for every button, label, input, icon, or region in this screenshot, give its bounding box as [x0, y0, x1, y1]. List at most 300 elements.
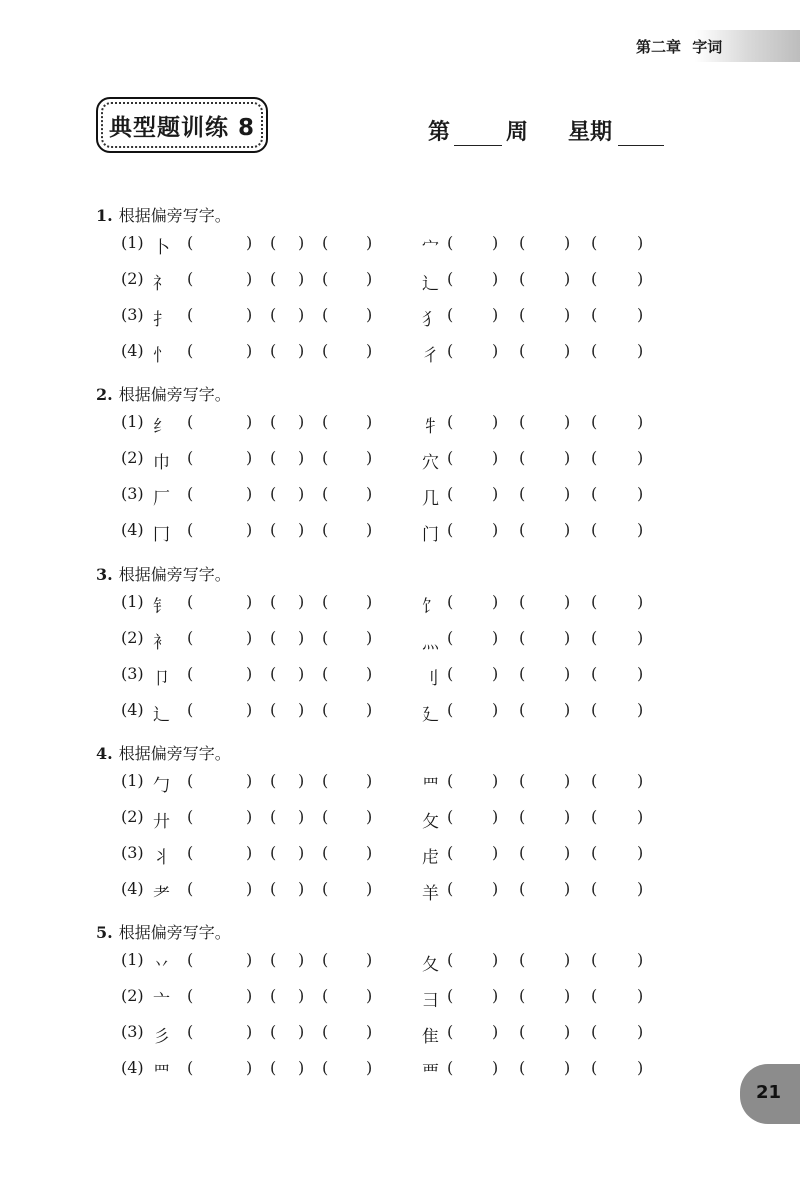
right-answer-blank-open[interactable]: ( — [591, 412, 598, 431]
right-answer-blank-close: ) — [637, 412, 644, 431]
right-answer-blank-close: ) — [637, 1022, 644, 1041]
left-answer-blank-close: ) — [366, 628, 373, 647]
left-answer-blank-close: ) — [298, 448, 305, 467]
section-number: 4. — [96, 744, 113, 763]
right-answer-blank-open[interactable]: ( — [591, 1022, 598, 1041]
left-answer-blank-open[interactable]: ( — [270, 341, 277, 360]
left-answer-blank-open[interactable]: ( — [270, 664, 277, 683]
left-answer-blank-open[interactable]: ( — [270, 879, 277, 898]
right-answer-blank-open[interactable]: ( — [447, 448, 454, 467]
left-answer-blank-close: ) — [366, 448, 373, 467]
left-radical: 耂 — [153, 884, 170, 904]
left-answer-blank-close: ) — [246, 950, 253, 969]
right-radical: 虍 — [422, 848, 439, 868]
right-answer-blank-open[interactable]: ( — [447, 700, 454, 719]
left-answer-blank-close: ) — [298, 520, 305, 539]
week-label: 周 — [506, 119, 529, 145]
right-answer-blank-open[interactable]: ( — [519, 233, 526, 252]
left-answer-blank-open[interactable]: ( — [270, 233, 277, 252]
right-answer-blank-open[interactable]: ( — [591, 879, 598, 898]
right-answer-blank-open[interactable]: ( — [519, 986, 526, 1005]
exercise-row — [0, 879, 800, 909]
right-answer-blank-close: ) — [492, 233, 499, 252]
left-answer-blank-open[interactable]: ( — [187, 986, 194, 1005]
left-answer-blank-close: ) — [298, 341, 305, 360]
exercise-row — [0, 341, 800, 371]
right-answer-blank-open[interactable]: ( — [591, 771, 598, 790]
row-label: (3) — [121, 843, 144, 862]
right-radical: 宀 — [422, 238, 439, 258]
left-answer-blank-open[interactable]: ( — [322, 664, 329, 683]
row-label: (1) — [121, 592, 144, 611]
left-answer-blank-open[interactable]: ( — [187, 1058, 194, 1077]
left-radical: 彡 — [153, 1027, 170, 1047]
right-answer-blank-close: ) — [564, 700, 571, 719]
right-answer-blank-open[interactable]: ( — [519, 807, 526, 826]
right-answer-blank-open[interactable]: ( — [591, 448, 598, 467]
right-answer-blank-open[interactable]: ( — [447, 1058, 454, 1077]
left-answer-blank-close: ) — [366, 520, 373, 539]
right-answer-blank-open[interactable]: ( — [447, 341, 454, 360]
left-answer-blank-close: ) — [298, 1022, 305, 1041]
right-answer-blank-close: ) — [637, 269, 644, 288]
left-answer-blank-close: ) — [366, 592, 373, 611]
left-answer-blank-open[interactable]: ( — [187, 950, 194, 969]
left-answer-blank-close: ) — [246, 448, 253, 467]
left-answer-blank-close: ) — [366, 341, 373, 360]
right-answer-blank-open[interactable]: ( — [591, 1058, 598, 1077]
right-answer-blank-open[interactable]: ( — [447, 592, 454, 611]
left-answer-blank-close: ) — [298, 628, 305, 647]
left-answer-blank-open[interactable]: ( — [322, 233, 329, 252]
left-answer-blank-close: ) — [298, 986, 305, 1005]
left-answer-blank-close: ) — [246, 843, 253, 862]
left-answer-blank-open[interactable]: ( — [270, 807, 277, 826]
exercise-row — [0, 986, 800, 1016]
left-answer-blank-open[interactable]: ( — [270, 1022, 277, 1041]
left-answer-blank-close: ) — [366, 950, 373, 969]
left-answer-blank-open[interactable]: ( — [187, 879, 194, 898]
right-radical: 门 — [422, 525, 439, 545]
right-answer-blank-open[interactable]: ( — [519, 1022, 526, 1041]
exercise-row — [0, 269, 800, 299]
right-answer-blank-open[interactable]: ( — [447, 950, 454, 969]
left-radical: 钅 — [153, 597, 170, 617]
day-label: 星期 — [568, 119, 613, 145]
left-answer-blank-open[interactable]: ( — [322, 628, 329, 647]
left-answer-blank-open[interactable]: ( — [322, 807, 329, 826]
right-answer-blank-close: ) — [637, 843, 644, 862]
left-answer-blank-open[interactable]: ( — [322, 879, 329, 898]
section-number: 1. — [96, 206, 113, 225]
right-answer-blank-open[interactable]: ( — [447, 986, 454, 1005]
right-answer-blank-open[interactable]: ( — [591, 700, 598, 719]
left-answer-blank-close: ) — [366, 412, 373, 431]
right-answer-blank-close: ) — [564, 1058, 571, 1077]
left-answer-blank-open[interactable]: ( — [270, 950, 277, 969]
exercise-row — [0, 520, 800, 550]
right-answer-blank-close: ) — [492, 520, 499, 539]
section-heading — [96, 382, 231, 405]
left-answer-blank-close: ) — [246, 233, 253, 252]
day-blank — [618, 119, 664, 146]
left-answer-blank-close: ) — [246, 986, 253, 1005]
row-label: (4) — [121, 700, 144, 719]
left-answer-blank-close: ) — [298, 700, 305, 719]
left-radical: 衤 — [153, 633, 170, 653]
left-radical: 罒 — [153, 1063, 170, 1083]
row-label: (4) — [121, 520, 144, 539]
left-answer-blank-open[interactable]: ( — [322, 484, 329, 503]
right-answer-blank-open[interactable]: ( — [447, 305, 454, 324]
right-answer-blank-open[interactable]: ( — [591, 950, 598, 969]
left-answer-blank-open[interactable]: ( — [270, 305, 277, 324]
left-radical: 纟 — [153, 417, 170, 437]
row-label: (3) — [121, 305, 144, 324]
right-answer-blank-open[interactable]: ( — [591, 305, 598, 324]
left-answer-blank-open[interactable]: ( — [187, 341, 194, 360]
row-label: (1) — [121, 412, 144, 431]
exercise-row — [0, 700, 800, 730]
right-radical: 罒 — [422, 776, 439, 796]
left-answer-blank-close: ) — [298, 592, 305, 611]
week-blank — [454, 119, 502, 146]
right-answer-blank-close: ) — [637, 484, 644, 503]
left-answer-blank-open[interactable]: ( — [270, 520, 277, 539]
left-answer-blank-open[interactable]: ( — [187, 843, 194, 862]
right-answer-blank-close: ) — [492, 771, 499, 790]
right-answer-blank-close: ) — [637, 700, 644, 719]
left-answer-blank-close: ) — [298, 412, 305, 431]
right-answer-blank-open[interactable]: ( — [447, 520, 454, 539]
right-answer-blank-close: ) — [564, 412, 571, 431]
row-label: (3) — [121, 484, 144, 503]
left-answer-blank-open[interactable]: ( — [322, 986, 329, 1005]
left-answer-blank-open[interactable]: ( — [270, 843, 277, 862]
right-answer-blank-open[interactable]: ( — [519, 484, 526, 503]
right-answer-blank-close: ) — [492, 843, 499, 862]
right-radical: 羊 — [422, 884, 439, 904]
left-answer-blank-open[interactable]: ( — [187, 484, 194, 503]
right-answer-blank-close: ) — [637, 950, 644, 969]
right-radical: 廴 — [422, 705, 439, 725]
left-answer-blank-open[interactable]: ( — [187, 269, 194, 288]
exercise-row — [0, 807, 800, 837]
left-answer-blank-open[interactable]: ( — [322, 341, 329, 360]
right-radical: 隹 — [422, 1027, 439, 1047]
page-number: 21 — [756, 1082, 782, 1103]
right-answer-blank-close: ) — [637, 771, 644, 790]
right-answer-blank-open[interactable]: ( — [591, 986, 598, 1005]
left-answer-blank-open[interactable]: ( — [187, 520, 194, 539]
right-answer-blank-open[interactable]: ( — [519, 950, 526, 969]
section-instruction: 根据偏旁写字。 — [118, 744, 231, 763]
left-answer-blank-close: ) — [246, 807, 253, 826]
left-answer-blank-close: ) — [366, 484, 373, 503]
left-answer-blank-close: ) — [366, 771, 373, 790]
exercise-row — [0, 950, 800, 980]
right-answer-blank-open[interactable]: ( — [591, 628, 598, 647]
right-answer-blank-open[interactable]: ( — [591, 341, 598, 360]
right-answer-blank-close: ) — [564, 305, 571, 324]
right-radical: 彐 — [422, 991, 439, 1011]
right-answer-blank-close: ) — [637, 592, 644, 611]
left-answer-blank-open[interactable]: ( — [322, 269, 329, 288]
right-answer-blank-close: ) — [492, 592, 499, 611]
left-answer-blank-close: ) — [298, 484, 305, 503]
left-answer-blank-open[interactable]: ( — [270, 700, 277, 719]
right-answer-blank-open[interactable]: ( — [519, 269, 526, 288]
right-answer-blank-close: ) — [564, 843, 571, 862]
right-answer-blank-open[interactable]: ( — [447, 1022, 454, 1041]
right-answer-blank-close: ) — [564, 950, 571, 969]
right-answer-blank-close: ) — [492, 1022, 499, 1041]
right-answer-blank-close: ) — [564, 879, 571, 898]
row-label: (3) — [121, 1022, 144, 1041]
right-answer-blank-open[interactable]: ( — [519, 879, 526, 898]
right-radical: 彳 — [422, 346, 439, 366]
left-answer-blank-open[interactable]: ( — [187, 807, 194, 826]
left-answer-blank-open[interactable]: ( — [322, 305, 329, 324]
section-number: 3. — [96, 565, 113, 584]
section-instruction: 根据偏旁写字。 — [118, 385, 231, 404]
left-answer-blank-open[interactable]: ( — [187, 305, 194, 324]
section-number: 5. — [96, 923, 113, 942]
right-answer-blank-close: ) — [637, 628, 644, 647]
right-answer-blank-close: ) — [492, 1058, 499, 1077]
right-radical: 犭 — [422, 310, 439, 330]
right-answer-blank-open[interactable]: ( — [447, 879, 454, 898]
section-instruction: 根据偏旁写字。 — [118, 565, 231, 584]
left-answer-blank-close: ) — [366, 879, 373, 898]
right-answer-blank-open[interactable]: ( — [519, 843, 526, 862]
left-answer-blank-close: ) — [246, 879, 253, 898]
left-radical: 勹 — [153, 776, 170, 796]
exercise-row — [0, 771, 800, 801]
left-radical: 亠 — [153, 991, 170, 1011]
left-answer-blank-close: ) — [246, 771, 253, 790]
right-radical: 饣 — [422, 597, 439, 617]
right-answer-blank-close: ) — [492, 664, 499, 683]
left-answer-blank-open[interactable]: ( — [270, 269, 277, 288]
row-label: (2) — [121, 628, 144, 647]
right-answer-blank-close: ) — [564, 341, 571, 360]
left-answer-blank-open[interactable]: ( — [270, 484, 277, 503]
exercise-row — [0, 305, 800, 335]
right-answer-blank-open[interactable]: ( — [591, 843, 598, 862]
right-answer-blank-close: ) — [492, 807, 499, 826]
right-answer-blank-open[interactable]: ( — [447, 233, 454, 252]
left-answer-blank-close: ) — [298, 1058, 305, 1077]
left-answer-blank-close: ) — [246, 1058, 253, 1077]
left-answer-blank-close: ) — [366, 664, 373, 683]
right-answer-blank-open[interactable]: ( — [447, 269, 454, 288]
right-answer-blank-close: ) — [564, 448, 571, 467]
left-radical: 扌 — [153, 310, 170, 330]
left-answer-blank-open[interactable]: ( — [322, 448, 329, 467]
row-label: (4) — [121, 879, 144, 898]
chapter-label: 第二章 字词 — [636, 38, 723, 56]
right-answer-blank-close: ) — [564, 986, 571, 1005]
right-radical: 几 — [422, 489, 439, 509]
right-answer-blank-open[interactable]: ( — [519, 341, 526, 360]
right-answer-blank-open[interactable]: ( — [447, 628, 454, 647]
left-answer-blank-close: ) — [366, 986, 373, 1005]
right-answer-blank-open[interactable]: ( — [591, 664, 598, 683]
left-answer-blank-open[interactable]: ( — [187, 628, 194, 647]
right-answer-blank-open[interactable]: ( — [591, 520, 598, 539]
left-radical: 厂 — [153, 489, 170, 509]
right-radical: 穴 — [422, 453, 439, 473]
right-radical: 灬 — [422, 633, 439, 653]
right-answer-blank-open[interactable]: ( — [591, 269, 598, 288]
exercise-row — [0, 448, 800, 478]
right-answer-blank-close: ) — [564, 592, 571, 611]
right-answer-blank-close: ) — [637, 520, 644, 539]
page-title: 典型题训练 8 — [108, 115, 255, 141]
left-answer-blank-close: ) — [298, 879, 305, 898]
left-answer-blank-open[interactable]: ( — [322, 520, 329, 539]
left-answer-blank-open[interactable]: ( — [322, 771, 329, 790]
left-answer-blank-open[interactable]: ( — [187, 448, 194, 467]
left-answer-blank-close: ) — [298, 843, 305, 862]
right-answer-blank-close: ) — [492, 950, 499, 969]
right-answer-blank-open[interactable]: ( — [591, 592, 598, 611]
left-answer-blank-open[interactable]: ( — [322, 843, 329, 862]
left-answer-blank-open[interactable]: ( — [187, 700, 194, 719]
right-answer-blank-open[interactable]: ( — [519, 592, 526, 611]
left-answer-blank-open[interactable]: ( — [322, 592, 329, 611]
exercise-row — [0, 628, 800, 658]
left-answer-blank-open[interactable]: ( — [187, 592, 194, 611]
left-answer-blank-close: ) — [246, 412, 253, 431]
left-answer-blank-close: ) — [246, 592, 253, 611]
section-heading — [96, 741, 231, 764]
left-answer-blank-close: ) — [246, 484, 253, 503]
right-answer-blank-open[interactable]: ( — [447, 484, 454, 503]
left-radical: 巾 — [153, 453, 170, 473]
right-answer-blank-open[interactable]: ( — [591, 807, 598, 826]
left-answer-blank-close: ) — [298, 807, 305, 826]
right-answer-blank-open[interactable]: ( — [447, 771, 454, 790]
right-answer-blank-close: ) — [637, 305, 644, 324]
left-answer-blank-open[interactable]: ( — [187, 1022, 194, 1041]
right-answer-blank-close: ) — [564, 269, 571, 288]
left-answer-blank-close: ) — [246, 341, 253, 360]
row-label: (4) — [121, 341, 144, 360]
right-answer-blank-close: ) — [564, 807, 571, 826]
left-answer-blank-open[interactable]: ( — [270, 592, 277, 611]
right-answer-blank-open[interactable]: ( — [519, 771, 526, 790]
right-answer-blank-close: ) — [492, 700, 499, 719]
left-answer-blank-open[interactable]: ( — [187, 771, 194, 790]
left-answer-blank-open[interactable]: ( — [322, 950, 329, 969]
right-answer-blank-open[interactable]: ( — [447, 664, 454, 683]
left-answer-blank-close: ) — [298, 269, 305, 288]
right-answer-blank-open[interactable]: ( — [519, 448, 526, 467]
right-answer-blank-close: ) — [492, 448, 499, 467]
right-answer-blank-close: ) — [564, 484, 571, 503]
left-answer-blank-close: ) — [366, 233, 373, 252]
right-answer-blank-open[interactable]: ( — [591, 233, 598, 252]
left-answer-blank-close: ) — [298, 771, 305, 790]
left-answer-blank-open[interactable]: ( — [270, 771, 277, 790]
left-radical: 忄 — [153, 346, 170, 366]
row-label: (2) — [121, 448, 144, 467]
left-answer-blank-open[interactable]: ( — [322, 1058, 329, 1077]
right-answer-blank-open[interactable]: ( — [519, 520, 526, 539]
right-answer-blank-close: ) — [492, 628, 499, 647]
right-answer-blank-close: ) — [637, 807, 644, 826]
right-answer-blank-open[interactable]: ( — [447, 412, 454, 431]
right-radical: 刂 — [422, 669, 439, 689]
right-answer-blank-open[interactable]: ( — [447, 807, 454, 826]
row-label: (1) — [121, 771, 144, 790]
left-answer-blank-open[interactable]: ( — [322, 1022, 329, 1041]
left-answer-blank-open[interactable]: ( — [270, 1058, 277, 1077]
title-box — [96, 97, 268, 153]
right-answer-blank-close: ) — [637, 233, 644, 252]
right-radical: 覀 — [422, 1063, 439, 1083]
right-answer-blank-open[interactable]: ( — [591, 484, 598, 503]
right-radical: 辶 — [422, 274, 439, 294]
right-answer-blank-open[interactable]: ( — [519, 700, 526, 719]
right-answer-blank-close: ) — [564, 1022, 571, 1041]
exercise-row — [0, 1022, 800, 1052]
left-answer-blank-open[interactable]: ( — [270, 628, 277, 647]
left-answer-blank-open[interactable]: ( — [322, 412, 329, 431]
right-answer-blank-open[interactable]: ( — [519, 305, 526, 324]
left-answer-blank-open[interactable]: ( — [187, 233, 194, 252]
right-answer-blank-close: ) — [492, 305, 499, 324]
row-label: (1) — [121, 233, 144, 252]
right-answer-blank-close: ) — [637, 341, 644, 360]
right-answer-blank-close: ) — [637, 664, 644, 683]
left-answer-blank-open[interactable]: ( — [270, 448, 277, 467]
exercise-row — [0, 664, 800, 694]
right-answer-blank-close: ) — [492, 412, 499, 431]
right-answer-blank-open[interactable]: ( — [519, 628, 526, 647]
right-answer-blank-close: ) — [492, 986, 499, 1005]
left-radical: 礻 — [153, 274, 170, 294]
left-answer-blank-close: ) — [246, 664, 253, 683]
left-answer-blank-open[interactable]: ( — [322, 700, 329, 719]
left-answer-blank-open[interactable]: ( — [270, 986, 277, 1005]
left-radical: 辶 — [153, 705, 170, 725]
left-answer-blank-open[interactable]: ( — [270, 412, 277, 431]
right-answer-blank-close: ) — [564, 628, 571, 647]
exercise-row — [0, 233, 800, 263]
right-answer-blank-close: ) — [637, 1058, 644, 1077]
exercise-row — [0, 592, 800, 622]
row-label: (4) — [121, 1058, 144, 1077]
section-heading — [96, 920, 231, 943]
right-answer-blank-open[interactable]: ( — [519, 412, 526, 431]
right-answer-blank-close: ) — [564, 233, 571, 252]
left-answer-blank-open[interactable]: ( — [187, 664, 194, 683]
left-radical: 卩 — [153, 669, 170, 689]
left-answer-blank-close: ) — [246, 269, 253, 288]
right-answer-blank-open[interactable]: ( — [519, 664, 526, 683]
left-answer-blank-close: ) — [298, 233, 305, 252]
section-heading — [96, 562, 231, 585]
left-answer-blank-close: ) — [298, 950, 305, 969]
left-answer-blank-open[interactable]: ( — [187, 412, 194, 431]
right-answer-blank-open[interactable]: ( — [519, 1058, 526, 1077]
left-answer-blank-close: ) — [246, 1022, 253, 1041]
left-answer-blank-close: ) — [366, 843, 373, 862]
right-answer-blank-open[interactable]: ( — [447, 843, 454, 862]
